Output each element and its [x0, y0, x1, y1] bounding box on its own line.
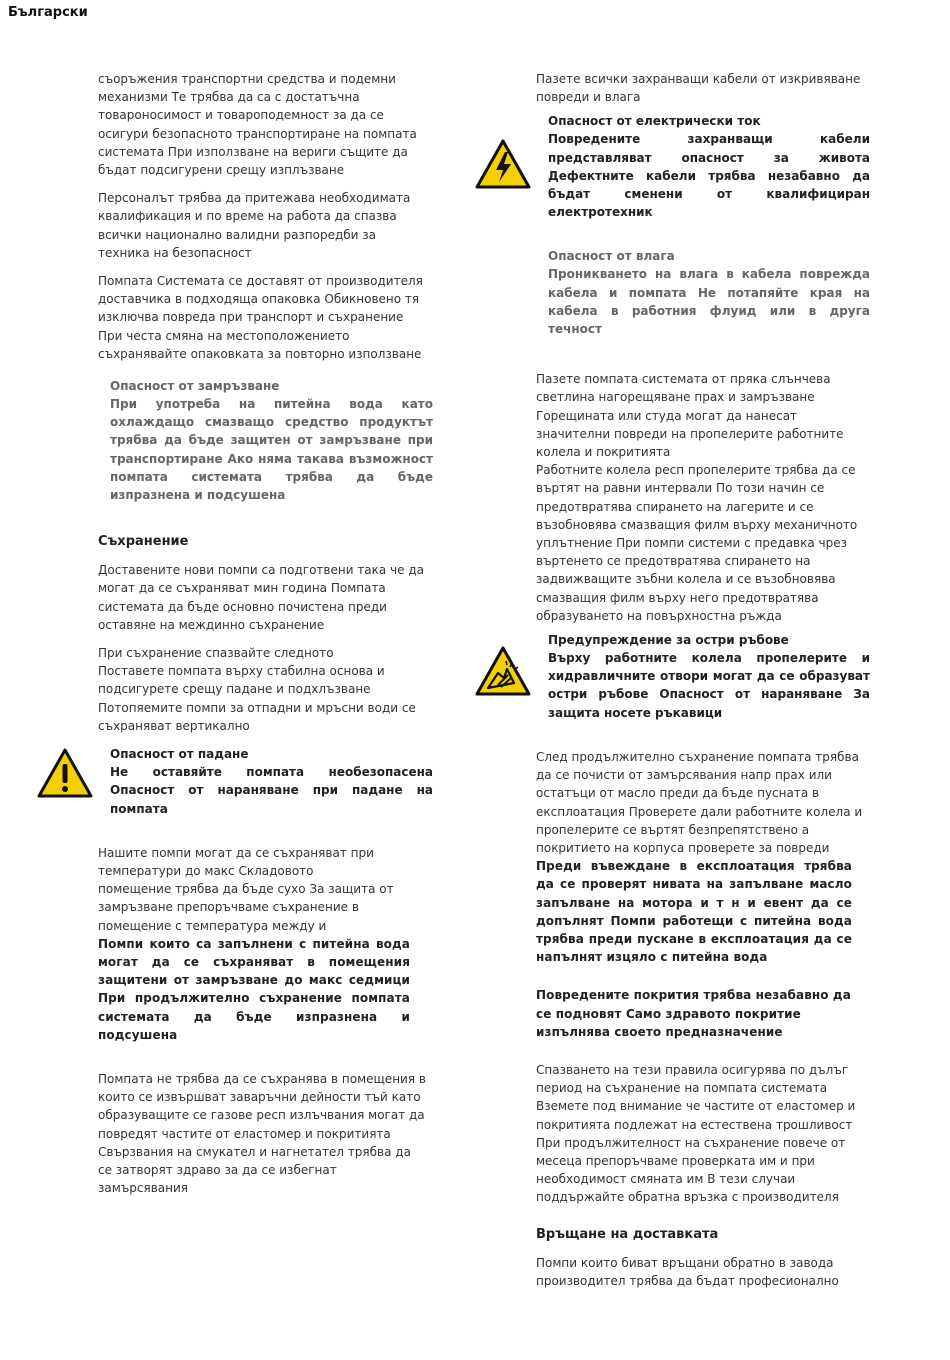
text-line: Нашите помпи могат да се съхраняват при: [98, 845, 374, 860]
text-line: колела и покритията: [536, 445, 671, 460]
text-line: При съхранение спазвайте следното: [98, 646, 334, 661]
temperature-paragraph: [98, 844, 433, 935]
text-line: възобновява смазващия филм върху механичното: [536, 517, 858, 532]
text-line: съхранявайте опаковката за повторно използване: [98, 346, 422, 361]
text-line: могат да се съхраняват мин година Помпата: [98, 581, 386, 596]
sunlight-impeller-paragraph: [536, 370, 870, 625]
return-paragraph: [536, 1254, 870, 1290]
sharp-edges-warning: [536, 631, 870, 722]
text-line: помещение с температура между и: [98, 918, 327, 933]
text-line: Помпи които биват връщани обратно в завода: [536, 1255, 834, 1270]
text-line: производител трябва да бъдат професионално: [536, 1273, 839, 1288]
text-line: значителни повреди на пропелерите работните: [536, 426, 844, 441]
text-line: предотвратява спирането на лагерите и се: [536, 499, 814, 514]
personnel-paragraph: [98, 189, 433, 262]
text-line: въртенето се предотвратява спирането на: [536, 554, 811, 569]
freeze-warning-body: При употреба на питейна вода като охлаждащо смазващо средство продуктът трябва да бъде защитен от замръзване при транспортиране Ако няма такава възможност помпата системата трябва да бъде изпразнена и подсушена: [110, 397, 433, 503]
storage-intro-paragraph: [98, 561, 433, 634]
text-line: доставчика в подходяща опаковка Обикновено тя: [98, 292, 420, 307]
text-line: съхраняват вертикално: [98, 718, 250, 733]
freeze-warning-title: Опасност от замръзване: [110, 379, 280, 394]
text-line: които се извършват заваръчни дейности тъй като: [98, 1090, 421, 1105]
text-line: Помпата Системата се доставят от производителя: [98, 274, 423, 289]
text-line: повреди и влага: [536, 90, 641, 105]
text-line: Помпата не трябва да се съхранява в помещения в: [98, 1071, 426, 1086]
text-line: задвижващите зъбни колела и се възобновява: [536, 572, 836, 587]
text-line: замръзване препоръчваме съхранение в: [98, 900, 359, 915]
drinking-water-storage-text: Помпи които са запълнени с питейна вода могат да се съхраняват в помещения защитени от замръзване до макс седмици При продължително съхранение помпата системата да бъде изпразнена и подсушена: [98, 936, 410, 1042]
fall-warning-body: Не оставяйте помпата необезопасена Опасност от нараняване при падане на помпата: [110, 765, 433, 816]
right-column: [536, 70, 870, 1300]
text-line: остатъци от масло преди да бъде пусната в: [536, 786, 820, 801]
text-line: квалификация и по време на работа да спазва: [98, 209, 397, 224]
text-line: образуващите се газове респ излъчвания могат да: [98, 1108, 425, 1123]
text-line: При честа смяна на местоположението: [98, 328, 350, 343]
text-line: Горещината или студа могат да нанесат: [536, 408, 798, 423]
moisture-warning-title: Опасност от влага: [548, 249, 675, 264]
return-heading: Връщане на доставката: [536, 1226, 719, 1242]
text-line: Персоналът трябва да притежава необходимата: [98, 191, 411, 206]
text-line: оставяне на междинно съхранение: [98, 617, 325, 632]
text-line: покритието на корпуса проверете за повреди: [536, 840, 830, 855]
text-line: замърсявания: [98, 1181, 188, 1196]
text-line: уплътнение При помпи системи с предавка чрез: [536, 536, 848, 551]
electric-warning-body: Повредените захранващи кабели представляват опасност за живота Дефектните кабели трябва незабавно да бъдат сменени от квалифициран електротехник: [548, 132, 870, 220]
moisture-warning-body: Проникването на влага в кабела поврежда кабела и помпата Не потапяйте края на кабела в работния флуид или в друга течност: [548, 267, 870, 337]
text-line: Пазете всички захранващи кабели от изкривяване: [536, 72, 861, 86]
text-line: Вземете под внимание че частите от еластомер и: [536, 1099, 856, 1114]
fall-warning-title: Опасност от падане: [110, 747, 249, 762]
sharp-edges-warning-body: Върху работните колела пропелерите и хидравличните отвори могат да се образуват остри ръбове Опасност от нараняване За защита носете ръкавици: [548, 651, 870, 720]
cable-paragraph: [536, 70, 870, 106]
text-line: изключва повреда при транспорт и съхранение: [98, 310, 404, 325]
sharp-edges-warning-title: Предупреждение за остри ръбове: [548, 633, 789, 648]
text-line: повредят частите от еластомер и покритията: [98, 1126, 391, 1141]
text-line: всички национално валидни разпоредби за: [98, 227, 377, 242]
text-line: да се почисти от замърсявания напр прах или: [536, 768, 832, 783]
text-line: След продължително съхранение помпата трябва: [536, 749, 859, 764]
text-line: Потопяемите помпи за отпадни и мръсни води се: [98, 700, 416, 715]
left-column: [98, 70, 433, 1207]
text-line: поддържайте обратна връзка с производителя: [536, 1190, 839, 1205]
text-line: експлоатация Проверете дали работните колела и: [536, 804, 863, 819]
text-line: помещение трябва да бъде сухо За защита от: [98, 882, 394, 897]
text-line: необходимост смяната им В тези случаи: [536, 1172, 796, 1187]
fall-warning: [98, 745, 433, 818]
text-line: Поставете помпата върху стабилна основа и: [98, 664, 385, 679]
coating-renewal-text: Повредените покрития трябва незабавно да се подновят Само здравото покритие изпълнява своето предназначение: [536, 988, 851, 1039]
moisture-warning: [536, 247, 870, 338]
sharp-edges-icon: [474, 645, 532, 697]
text-line: товароносимост и товароподемност за да се: [98, 108, 384, 123]
packaging-paragraph: [98, 272, 433, 363]
transport-paragraph: [98, 70, 433, 179]
text-line: При продължителност на съхранение повече от: [536, 1135, 846, 1150]
text-line: светлина нагорещяване прах и замръзване: [536, 390, 815, 405]
text-line: Доставените нови помпи са подготвени така че да: [98, 563, 425, 578]
fill-levels-text: Преди въвеждане в експлоатация трябва да се проверят нивата на запълване масло запълване на мотора и т н и евент да се допълнят Помпи работещи с питейна вода трябва преди пускане в експлоатация да се напълнят изцяло с питейна вода: [536, 859, 852, 965]
text-line: въртят на равни интервали По този начин се: [536, 481, 825, 496]
text-line: техника на безопасност: [98, 245, 252, 260]
electric-shock-icon: [474, 138, 532, 190]
welding-paragraph: [98, 1070, 433, 1197]
text-line: Спазването на тези правила осигурява по дълъг: [536, 1062, 849, 1077]
text-line: Пазете помпата системата от пряка слънчева: [536, 372, 831, 387]
text-line: образуването на повърхностна ръжда: [536, 608, 782, 623]
text-line: смазващия филм върху него предотвратява: [536, 590, 819, 605]
language-label: Български: [8, 5, 88, 20]
text-line: месеца препоръчваме проверката им и при: [536, 1153, 815, 1168]
storage-heading: Съхранение: [98, 534, 189, 550]
text-line: съоръжения транспортни средства и подемни: [98, 72, 396, 86]
text-line: системата да бъде основно почистена преди: [98, 599, 387, 614]
electric-warning: [536, 112, 870, 221]
text-line: Работните колела респ пропелерите трябва да се: [536, 463, 856, 478]
text-line: покритията подлежат на естествена трошливост: [536, 1117, 853, 1132]
text-line: се затворят здраво за да се избегнат: [98, 1162, 337, 1177]
storage-rules-summary-paragraph: [536, 1061, 870, 1207]
text-line: температури до макс Складовото: [98, 863, 314, 878]
storage-rules-paragraph: [98, 644, 433, 735]
electric-warning-title: Опасност от електрически ток: [548, 114, 761, 129]
text-line: подсигурете срещу падане и подхлъзване: [98, 682, 371, 697]
general-warning-icon: [36, 747, 94, 799]
text-line: Свързвания на смукател и нагнетател трябва да: [98, 1144, 411, 1159]
after-storage-paragraph: [536, 748, 870, 857]
text-line: период на съхранение на помпата системата: [536, 1081, 828, 1096]
text-line: механизми Те трябва да са с достатъчна: [98, 90, 360, 105]
text-line: пропелерите се въртят безпрепятствено а: [536, 822, 810, 837]
text-line: бъдат подсигурени срещу изплъзване: [98, 163, 345, 178]
freeze-warning: [98, 377, 433, 504]
text-line: осигури безопасното транспортиране на помпата: [98, 126, 417, 141]
text-line: системата При използване на вериги същите да: [98, 144, 408, 159]
